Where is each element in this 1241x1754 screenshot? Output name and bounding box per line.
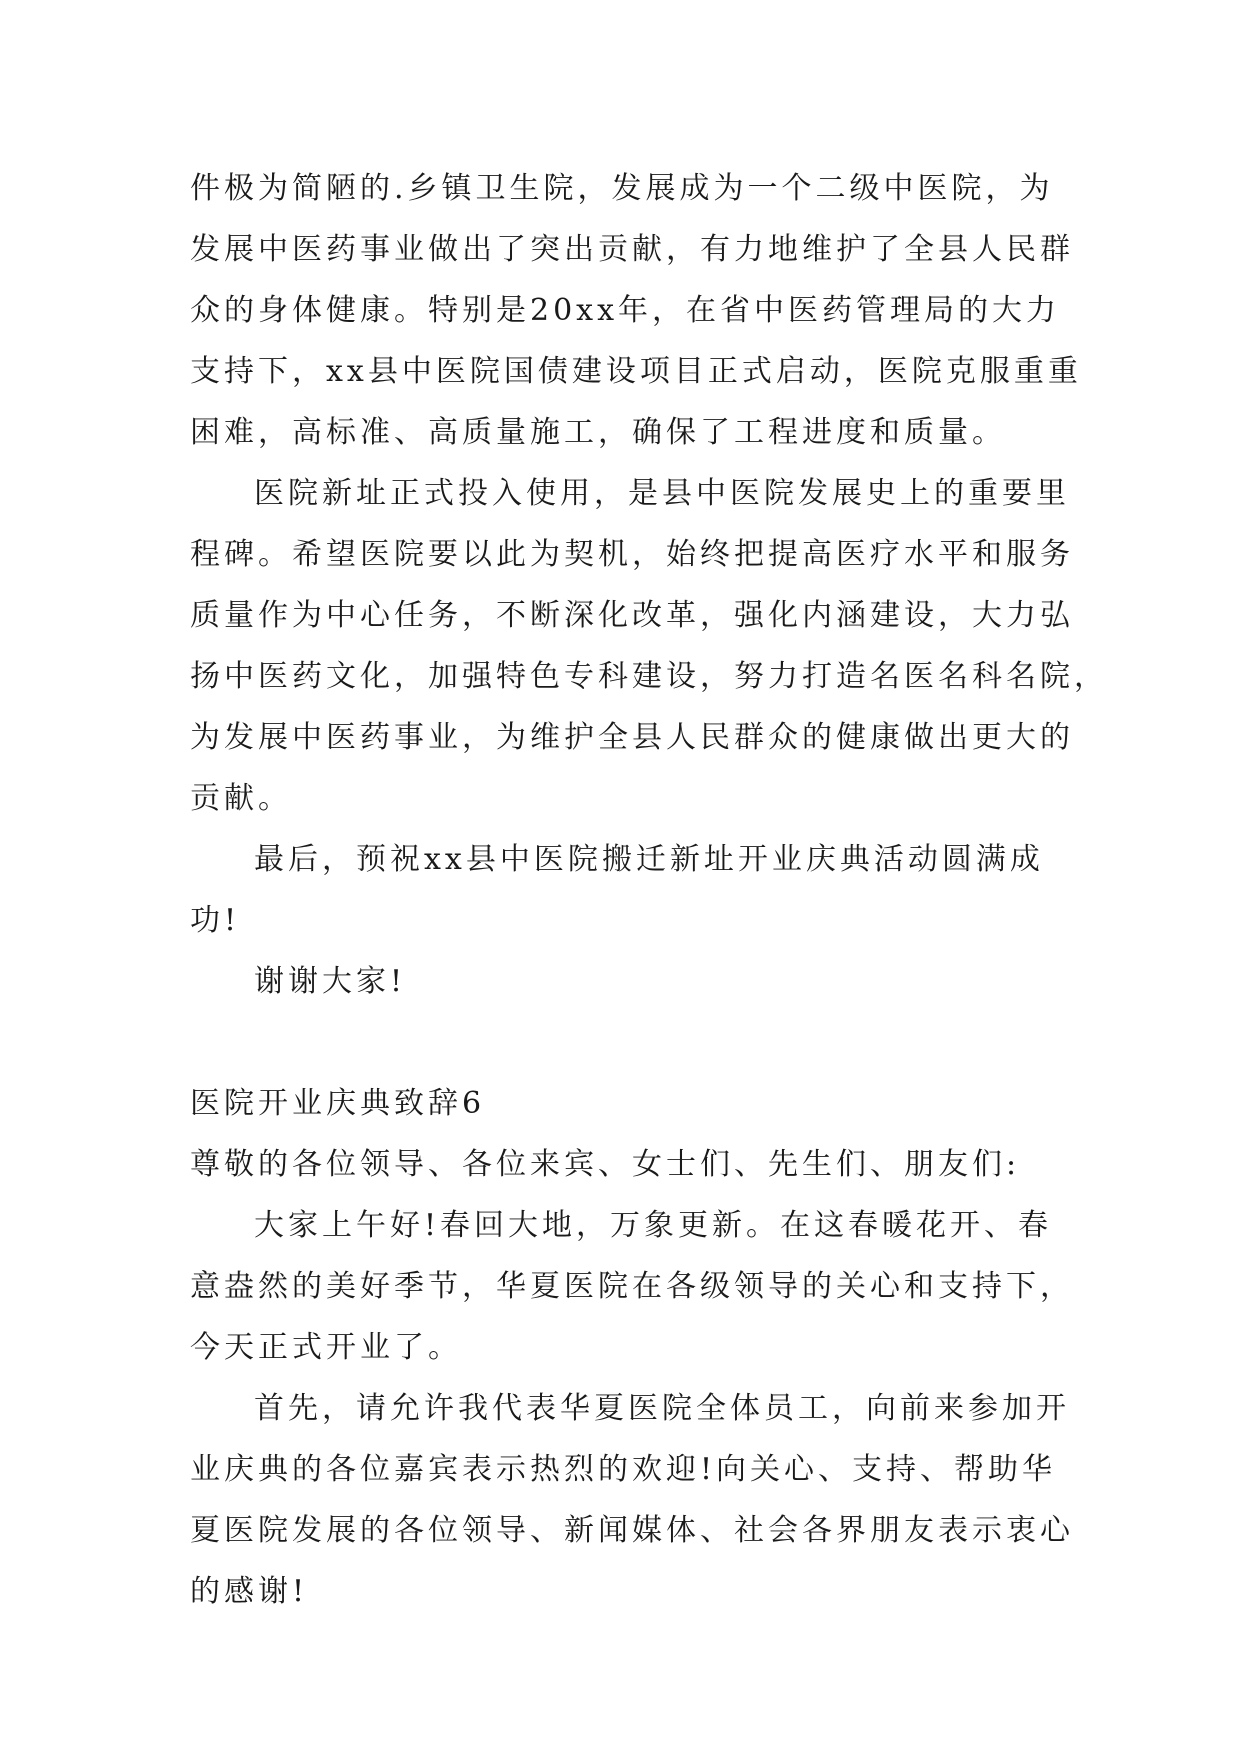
section-gap: [190, 1012, 1050, 1073]
body-text-line: 贡献。: [190, 781, 292, 816]
closing-line: 谢谢大家!: [254, 964, 407, 999]
body-text-line: 众的身体健康。特别是20xx年，在省中医药管理局的大力: [190, 293, 1061, 328]
body-text-line: 为发展中医药事业，为维护全县人民群众的健康做出更大的: [190, 720, 1074, 755]
section-title: 医院开业庆典致辞6: [190, 1086, 486, 1121]
paragraph-start-line: 最后，预祝xx县中医院搬迁新址开业庆典活动圆满成: [254, 842, 1044, 877]
body-text-line: 扬中医药文化，加强特色专科建设，努力打造名医名科名院，: [190, 659, 1108, 694]
body-text-line: 质量作为中心任务，不断深化改革，强化内涵建设，大力弘: [190, 598, 1074, 633]
body-text-line: 困难，高标准、高质量施工，确保了工程进度和质量。: [190, 415, 1006, 450]
body-text-line: 意盎然的美好季节，华夏医院在各级领导的关心和支持下，: [190, 1269, 1074, 1304]
body-text-line: 件极为简陋的.乡镇卫生院，发展成为一个二级中医院，为: [190, 171, 1054, 206]
body-text-line: 的感谢!: [190, 1574, 309, 1609]
body-text-line: 发展中医药事业做出了突出贡献，有力地维护了全县人民群: [190, 232, 1074, 267]
document-page: [190, 158, 1108, 1622]
body-text-line: 今天正式开业了。: [190, 1330, 462, 1365]
body-text-line: 程碑。希望医院要以此为契机，始终把提高医疗水平和服务: [190, 537, 1074, 572]
paragraph-start-line: 医院新址正式投入使用，是县中医院发展史上的重要里: [254, 476, 1070, 511]
body-text-line: 功!: [190, 903, 241, 938]
paragraph-start-line: 大家上午好!春回大地，万象更新。在这春暖花开、春: [254, 1208, 1053, 1243]
salutation-line: 尊敬的各位领导、各位来宾、女士们、先生们、朋友们:: [190, 1147, 1021, 1182]
body-text-line: 业庆典的各位嘉宾表示热烈的欢迎!向关心、支持、帮助华: [190, 1452, 1057, 1487]
body-text-line: 夏医院发展的各位领导、新闻媒体、社会各界朋友表示衷心: [190, 1513, 1074, 1548]
body-text-line: 支持下，xx县中医院国债建设项目正式启动，医院克服重重: [190, 354, 1082, 389]
paragraph-start-line: 首先，请允许我代表华夏医院全体员工，向前来参加开: [254, 1391, 1070, 1426]
